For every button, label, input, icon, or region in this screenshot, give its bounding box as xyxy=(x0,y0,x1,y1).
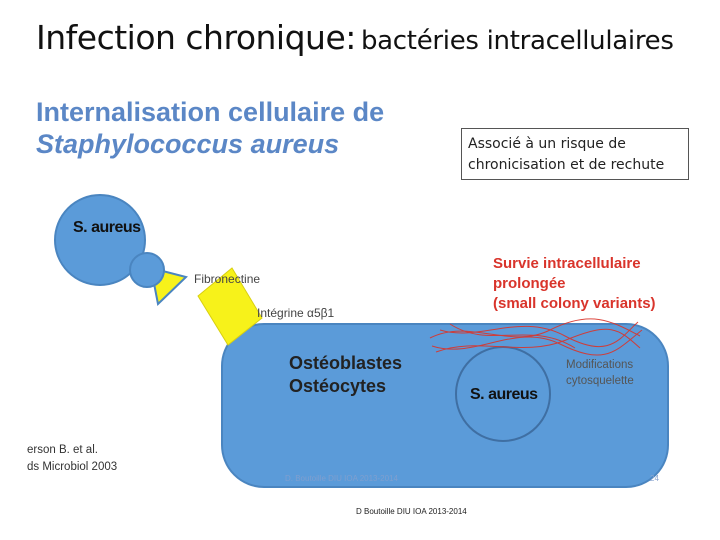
panel-heading-line1: Internalisation cellulaire de xyxy=(36,97,385,127)
page-number: 24 xyxy=(650,474,659,483)
panel-heading-line2: Staphylococcus aureus xyxy=(36,129,340,159)
cytoskeleton-label xyxy=(566,357,634,389)
slide-title-main: Infection chronique: xyxy=(36,18,356,57)
integrine-label: Intégrine α5β1 xyxy=(257,306,335,320)
bacterium-inner-label: S. aureus xyxy=(470,386,538,403)
fibronectine-label: Fibronectine xyxy=(194,272,261,286)
survival-line: (small colony variants) xyxy=(493,295,656,312)
survival-text xyxy=(493,254,656,314)
footer-text: D Boutoille DIU IOA 2013-2014 xyxy=(356,507,467,516)
reference-citation xyxy=(27,442,117,476)
reference-line1: erson B. et al. xyxy=(27,444,98,456)
host-cell-label xyxy=(289,352,402,398)
survival-line: prolongée xyxy=(493,275,566,292)
survival-line: Survie intracellulaire xyxy=(493,255,641,272)
cytoskeleton-label-line2: cytosquelette xyxy=(566,375,634,387)
slide-title-sub: bactéries intracellulaires xyxy=(360,26,674,56)
bacterium-top-bud xyxy=(130,253,164,287)
host-cell-label-line2: Ostéocytes xyxy=(289,376,387,396)
cytoskeleton-label-line1: Modifications xyxy=(566,359,634,371)
callout-box: Associé à un risque de chronicisation et de rechute xyxy=(461,128,689,180)
reference-line2: ds Microbiol 2003 xyxy=(27,461,118,473)
bacterium-top-label: S. aureus xyxy=(73,219,141,236)
watermark-text: D. Boutoille DIU IOA 2013-2014 xyxy=(285,474,398,483)
host-cell-label-line1: Ostéoblastes xyxy=(289,353,403,373)
